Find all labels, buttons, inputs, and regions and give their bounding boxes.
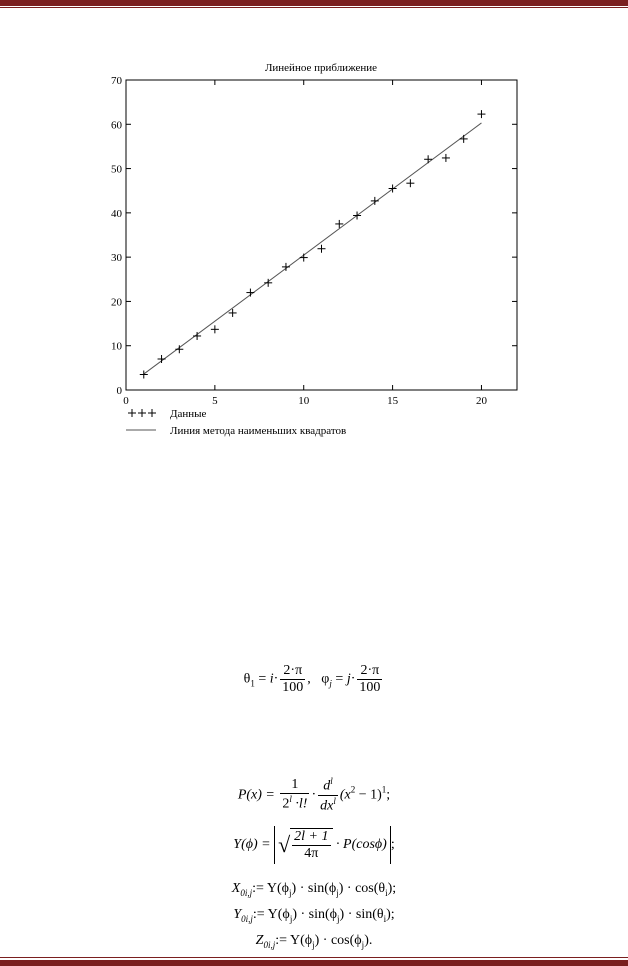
data-point xyxy=(406,179,414,187)
phi-subscript: j xyxy=(329,678,332,689)
fraction-denominator: 100 xyxy=(359,680,381,695)
formula-legendre: P(x) = $\frac{1}{2^l \cdot l!}$ · $\frac{d^l}{dx^l}$ $(x^2 - 1)^1$; xyxy=(237,776,391,814)
exponent-l: l xyxy=(289,794,292,805)
polynomial-open: (x xyxy=(339,787,351,803)
data-point xyxy=(193,332,201,340)
fraction-denominator: 100 xyxy=(282,680,304,695)
semicolon: ; xyxy=(390,837,395,853)
sub-j: j xyxy=(289,913,293,924)
x-subscript: 0i,j xyxy=(240,887,253,898)
page-top-rule xyxy=(0,0,628,6)
formula-y xyxy=(0,908,628,924)
page-bottom-rule xyxy=(0,960,628,966)
z-symbol: Z xyxy=(255,933,264,948)
data-point xyxy=(477,110,485,118)
z-subscript: 0i,j xyxy=(263,939,276,950)
chart-legend xyxy=(126,408,346,437)
fraction-numerator: 2·π xyxy=(357,663,382,680)
semicolon: ; xyxy=(386,787,391,803)
y-tick-label: 20 xyxy=(111,296,122,309)
x-body-3: ) · cos(θ xyxy=(338,881,386,896)
theta-symbol: θ xyxy=(243,671,251,687)
y-tick-label: 70 xyxy=(111,75,122,87)
y-tick-label: 10 xyxy=(111,340,122,353)
y-subscript: 0i,j xyxy=(241,913,253,924)
sub-j: j xyxy=(361,939,365,950)
y-tick-label: 50 xyxy=(111,163,122,176)
z-body-2: ) · cos(ϕ xyxy=(314,933,362,948)
formula-y-phi xyxy=(0,826,628,864)
data-point xyxy=(318,245,326,253)
legendre-lhs: P(x) = xyxy=(237,787,279,803)
data-point xyxy=(282,263,290,271)
fraction-denominator: 4π xyxy=(304,846,319,861)
legend-label-line: Линия метода наименьших квадратов xyxy=(170,425,347,437)
derivative-d: d xyxy=(323,778,331,794)
fraction-denominator: 2 xyxy=(282,796,290,812)
y-tick-label: 60 xyxy=(111,119,122,132)
z-body-1: := Y(ϕ xyxy=(275,933,313,948)
chart-ticks xyxy=(111,75,517,407)
derivative-operator xyxy=(318,776,338,814)
x-tick-label: 15 xyxy=(387,395,399,407)
sub-j: j xyxy=(337,913,340,924)
legendre-coefficient xyxy=(280,777,309,813)
legend-marker xyxy=(138,409,146,417)
y-body-3: ) · sin(θ xyxy=(339,907,384,922)
square-root xyxy=(278,828,332,862)
y-tick-label: 30 xyxy=(111,252,122,265)
data-point xyxy=(300,254,308,262)
x-tick-label: 10 xyxy=(298,395,310,407)
fraction-2pi-100 xyxy=(280,663,305,696)
x-symbol: X xyxy=(231,881,241,896)
sub-i: i xyxy=(383,913,387,924)
z-end: ). xyxy=(364,933,373,948)
factorial-term: ·l! xyxy=(291,796,308,812)
data-point xyxy=(460,135,468,143)
polynomial-close: − 1) xyxy=(355,787,382,803)
equals-sign: = xyxy=(254,671,270,687)
fraction-numerator: 2·π xyxy=(280,663,305,680)
data-point xyxy=(211,325,219,333)
exponent-l: l xyxy=(333,795,336,806)
y-end: ); xyxy=(386,907,395,922)
x-end: ); xyxy=(387,881,397,896)
y-tick-label: 0 xyxy=(116,385,122,397)
data-point xyxy=(442,154,450,162)
y-phi-lhs: Y(ϕ) = xyxy=(233,837,275,853)
fraction-numerator: 2l + 1 xyxy=(294,829,329,844)
legend-marker xyxy=(148,409,156,417)
theta-subscript: 1 xyxy=(250,678,255,689)
data-point xyxy=(175,345,183,353)
fraction-numerator: 1 xyxy=(280,777,309,794)
separator: , xyxy=(307,671,322,687)
x-body-2: ) · sin(ϕ xyxy=(291,881,337,896)
chart-title: Линейное приближение xyxy=(264,62,378,74)
legendre-of-cos: · P(cosϕ) xyxy=(332,837,387,853)
sub-j: j xyxy=(336,887,339,898)
data-point xyxy=(246,289,254,297)
x-body-1: := Y(ϕ xyxy=(252,881,290,896)
data-point xyxy=(371,197,379,205)
index-i: i xyxy=(269,671,274,687)
phi-symbol: φ xyxy=(321,671,330,687)
formula-x xyxy=(0,882,628,898)
x-tick-label: 0 xyxy=(123,395,129,407)
sub-j: j xyxy=(289,887,292,898)
formula-angles: $\theta_1 = i\cdot$ $\frac{2\cdot\pi}{100}$ , $\varphi_j = j\cdot$ $\frac{2\cdot\pi}{100}$ xyxy=(243,663,381,695)
equals-sign: = xyxy=(331,671,347,687)
derivative-dx: dx xyxy=(320,798,334,814)
legend-marker xyxy=(128,409,136,417)
exponent-2: 2 xyxy=(350,784,356,795)
absolute-value xyxy=(274,826,391,864)
sqrt-fraction xyxy=(292,829,330,862)
x-tick-label: 5 xyxy=(212,395,218,407)
y-body-2: ) · sin(ϕ xyxy=(292,907,338,922)
radical-sign: √ xyxy=(278,832,291,857)
y-tick-label: 40 xyxy=(111,207,122,220)
data-point xyxy=(158,355,166,363)
data-point xyxy=(353,212,361,220)
y-symbol: Y xyxy=(233,907,242,922)
index-j: j xyxy=(346,671,351,687)
exponent-1: 1 xyxy=(381,784,387,795)
x-tick-label: 20 xyxy=(475,395,487,407)
y-body-1: := Y(ϕ xyxy=(252,907,290,922)
formula-z xyxy=(0,934,628,950)
fraction-2pi-100-b xyxy=(357,663,382,696)
legend-label-data: Данные xyxy=(170,408,207,420)
exponent-l: l xyxy=(330,776,333,786)
sub-j: j xyxy=(312,939,315,950)
sub-i: i xyxy=(385,887,388,898)
linear-fit-chart xyxy=(100,58,530,440)
data-point xyxy=(424,155,432,163)
